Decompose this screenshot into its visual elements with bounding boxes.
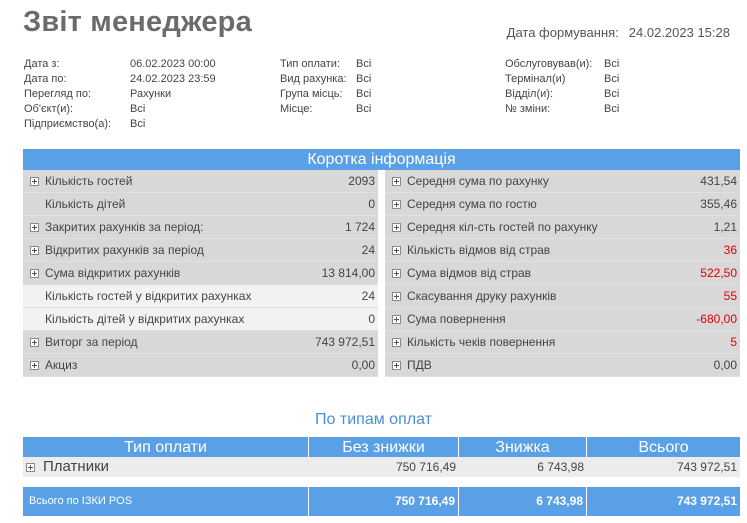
summary-value: 1 724 [344, 220, 375, 234]
summary-label: Середня кіл-сть гостей по рахунку [407, 220, 598, 234]
table-row [23, 457, 740, 477]
summary-value: 743 972,51 [314, 335, 375, 349]
summary-row-refusals-sum [385, 262, 740, 285]
summary-label: Сума відкритих рахунків [45, 266, 181, 280]
param-row [505, 87, 619, 102]
summary-row-avg-guests-per-bill [385, 216, 740, 239]
payment-type-name: Платники [43, 458, 110, 475]
summary-value: 55 [723, 289, 737, 303]
summary-section-title: Коротка інформація [23, 149, 740, 170]
no-discount-cell: 750 716,49 [395, 460, 456, 474]
param-label: Підприємство(а): [24, 118, 112, 130]
column-header-payment-type: Тип оплати [23, 437, 309, 457]
param-value: Рахунки [130, 88, 172, 100]
expand-plus-icon[interactable] [392, 177, 401, 186]
generation-date [507, 25, 730, 40]
expand-plus-icon[interactable] [392, 246, 401, 255]
summary-row-guests [23, 170, 378, 193]
summary-row-vat [385, 354, 740, 377]
summary-label: Акциз [45, 358, 78, 372]
summary-label: Сума відмов від страв [407, 266, 532, 280]
param-row [24, 57, 216, 72]
param-label: Дата з: [24, 58, 60, 70]
summary-row-closed-bills [23, 216, 378, 239]
summary-row-open-guests [23, 285, 378, 308]
param-row [505, 57, 619, 72]
summary-value: 36 [723, 243, 737, 257]
param-label: Тип оплати: [280, 58, 341, 70]
summary-value: 13 814,00 [321, 266, 375, 280]
report-params-col3 [505, 57, 619, 117]
expand-plus-icon[interactable] [30, 269, 39, 278]
summary-row-print-cancel [385, 285, 740, 308]
param-value: Всі [356, 103, 372, 115]
param-label: № зміни: [505, 103, 551, 115]
param-row [280, 87, 371, 102]
report-params-col1 [24, 57, 216, 132]
param-label: Термінал(и) [505, 73, 566, 85]
summary-value: 2093 [348, 174, 375, 188]
summary-label: Кількість відмов від страв [407, 243, 551, 257]
summary-row-excise [23, 354, 378, 377]
summary-label: Кількість дітей у відкритих рахунках [45, 312, 245, 326]
param-value: Всі [356, 88, 372, 100]
param-label: Об'єкт(и): [24, 103, 74, 115]
param-row [505, 72, 619, 87]
summary-label: Кількість чеків повернення [407, 335, 556, 349]
expand-plus-icon[interactable] [30, 361, 39, 370]
param-row [280, 72, 371, 87]
summary-row-open-bills [23, 239, 378, 262]
payment-type-cell [23, 457, 309, 477]
param-label: Відділ(и): [505, 88, 554, 100]
expand-plus-icon[interactable] [30, 246, 39, 255]
summary-value: -680,00 [696, 312, 737, 326]
expand-plus-icon[interactable] [30, 177, 39, 186]
payments-section-title: По типам оплат [315, 411, 432, 428]
expand-plus-icon[interactable] [392, 269, 401, 278]
report-title: Звіт менеджера [23, 6, 252, 38]
summary-row-revenue [23, 331, 378, 354]
summary-value: 522,50 [700, 266, 737, 280]
param-value: 24.02.2023 23:59 [130, 73, 216, 85]
param-value: Всі [356, 58, 372, 70]
total-cell: 743 972,51 [676, 460, 737, 474]
generation-date-label: Дата формування: [506, 25, 619, 40]
param-label: Обслуговував(и): [505, 58, 593, 70]
param-row [280, 57, 371, 72]
summary-label: Кількість дітей [45, 197, 126, 211]
param-value: Всі [130, 103, 146, 115]
param-label: Місце: [280, 103, 313, 115]
summary-label: Відкритих рахунків за період [45, 243, 204, 257]
summary-value: 5 [730, 335, 737, 349]
param-value: Всі [356, 73, 372, 85]
expand-plus-icon[interactable] [392, 200, 401, 209]
param-row [24, 102, 216, 117]
param-value: Всі [604, 103, 620, 115]
summary-label: Кількість гостей [45, 174, 133, 188]
expand-plus-icon[interactable] [392, 223, 401, 232]
summary-label: Кількість гостей у відкритих рахунках [45, 289, 252, 303]
payments-table-header [23, 437, 740, 457]
column-header-discount: Знижка [459, 437, 587, 457]
expand-plus-icon[interactable] [30, 223, 39, 232]
summary-label: Середня сума по гостю [407, 197, 537, 211]
summary-right-column [385, 170, 740, 377]
expand-plus-icon[interactable] [392, 292, 401, 301]
summary-label: Сума повернення [407, 312, 506, 326]
param-row [505, 102, 619, 117]
param-value: Всі [604, 73, 620, 85]
total-row-label: Всього по ІЗКИ POS [23, 487, 309, 516]
param-value: 06.02.2023 00:00 [130, 58, 216, 70]
total-discount: 6 743,98 [459, 487, 587, 516]
expand-plus-icon[interactable] [26, 463, 35, 472]
param-value: Всі [604, 58, 620, 70]
param-row [24, 72, 216, 87]
summary-row-return-sum [385, 308, 740, 331]
summary-row-return-checks [385, 331, 740, 354]
summary-value: 0 [368, 312, 375, 326]
summary-row-open-bills-sum [23, 262, 378, 285]
report-params-col2 [280, 57, 371, 117]
param-label: Перегляд по: [24, 88, 92, 100]
summary-label: ПДВ [407, 358, 432, 372]
summary-value: 0,00 [351, 358, 375, 372]
summary-value: 431,54 [700, 174, 737, 188]
payments-table [23, 437, 740, 516]
total-no-discount: 750 716,49 [309, 487, 459, 516]
discount-cell: 6 743,98 [537, 460, 584, 474]
param-value: Всі [130, 118, 146, 130]
param-row [24, 87, 216, 102]
param-label: Група місць: [280, 88, 343, 100]
expand-plus-icon[interactable] [30, 338, 39, 347]
summary-value: 355,46 [700, 197, 737, 211]
summary-row-refusals-count [385, 239, 740, 262]
param-row [280, 102, 371, 117]
summary-value: 24 [361, 289, 375, 303]
generation-date-value: 24.02.2023 15:28 [628, 25, 730, 40]
expand-plus-icon[interactable] [392, 338, 401, 347]
payments-total-row [23, 487, 740, 516]
summary-row-children [23, 193, 378, 216]
summary-row-avg-bill [385, 170, 740, 193]
summary-value: 0,00 [713, 358, 737, 372]
summary-left-column [23, 170, 378, 377]
summary-value: 24 [361, 243, 375, 257]
summary-value: 1,21 [713, 220, 737, 234]
summary-row-avg-guest [385, 193, 740, 216]
param-row [24, 117, 216, 132]
summary-label: Скасування друку рахунків [407, 289, 557, 303]
total-total: 743 972,51 [676, 494, 737, 508]
summary-label: Виторг за період [45, 335, 138, 349]
summary-value: 0 [368, 197, 375, 211]
expand-plus-icon[interactable] [392, 361, 401, 370]
summary-label: Середня сума по рахунку [407, 174, 549, 188]
summary-label: Закритих рахунків за період: [45, 220, 204, 234]
param-label: Вид рахунка: [280, 73, 347, 85]
expand-plus-icon[interactable] [392, 315, 401, 324]
summary-row-open-children [23, 308, 378, 331]
column-header-total: Всього [638, 439, 689, 456]
param-value: Всі [604, 88, 620, 100]
column-header-no-discount: Без знижки [309, 437, 459, 457]
param-label: Дата по: [24, 73, 67, 85]
